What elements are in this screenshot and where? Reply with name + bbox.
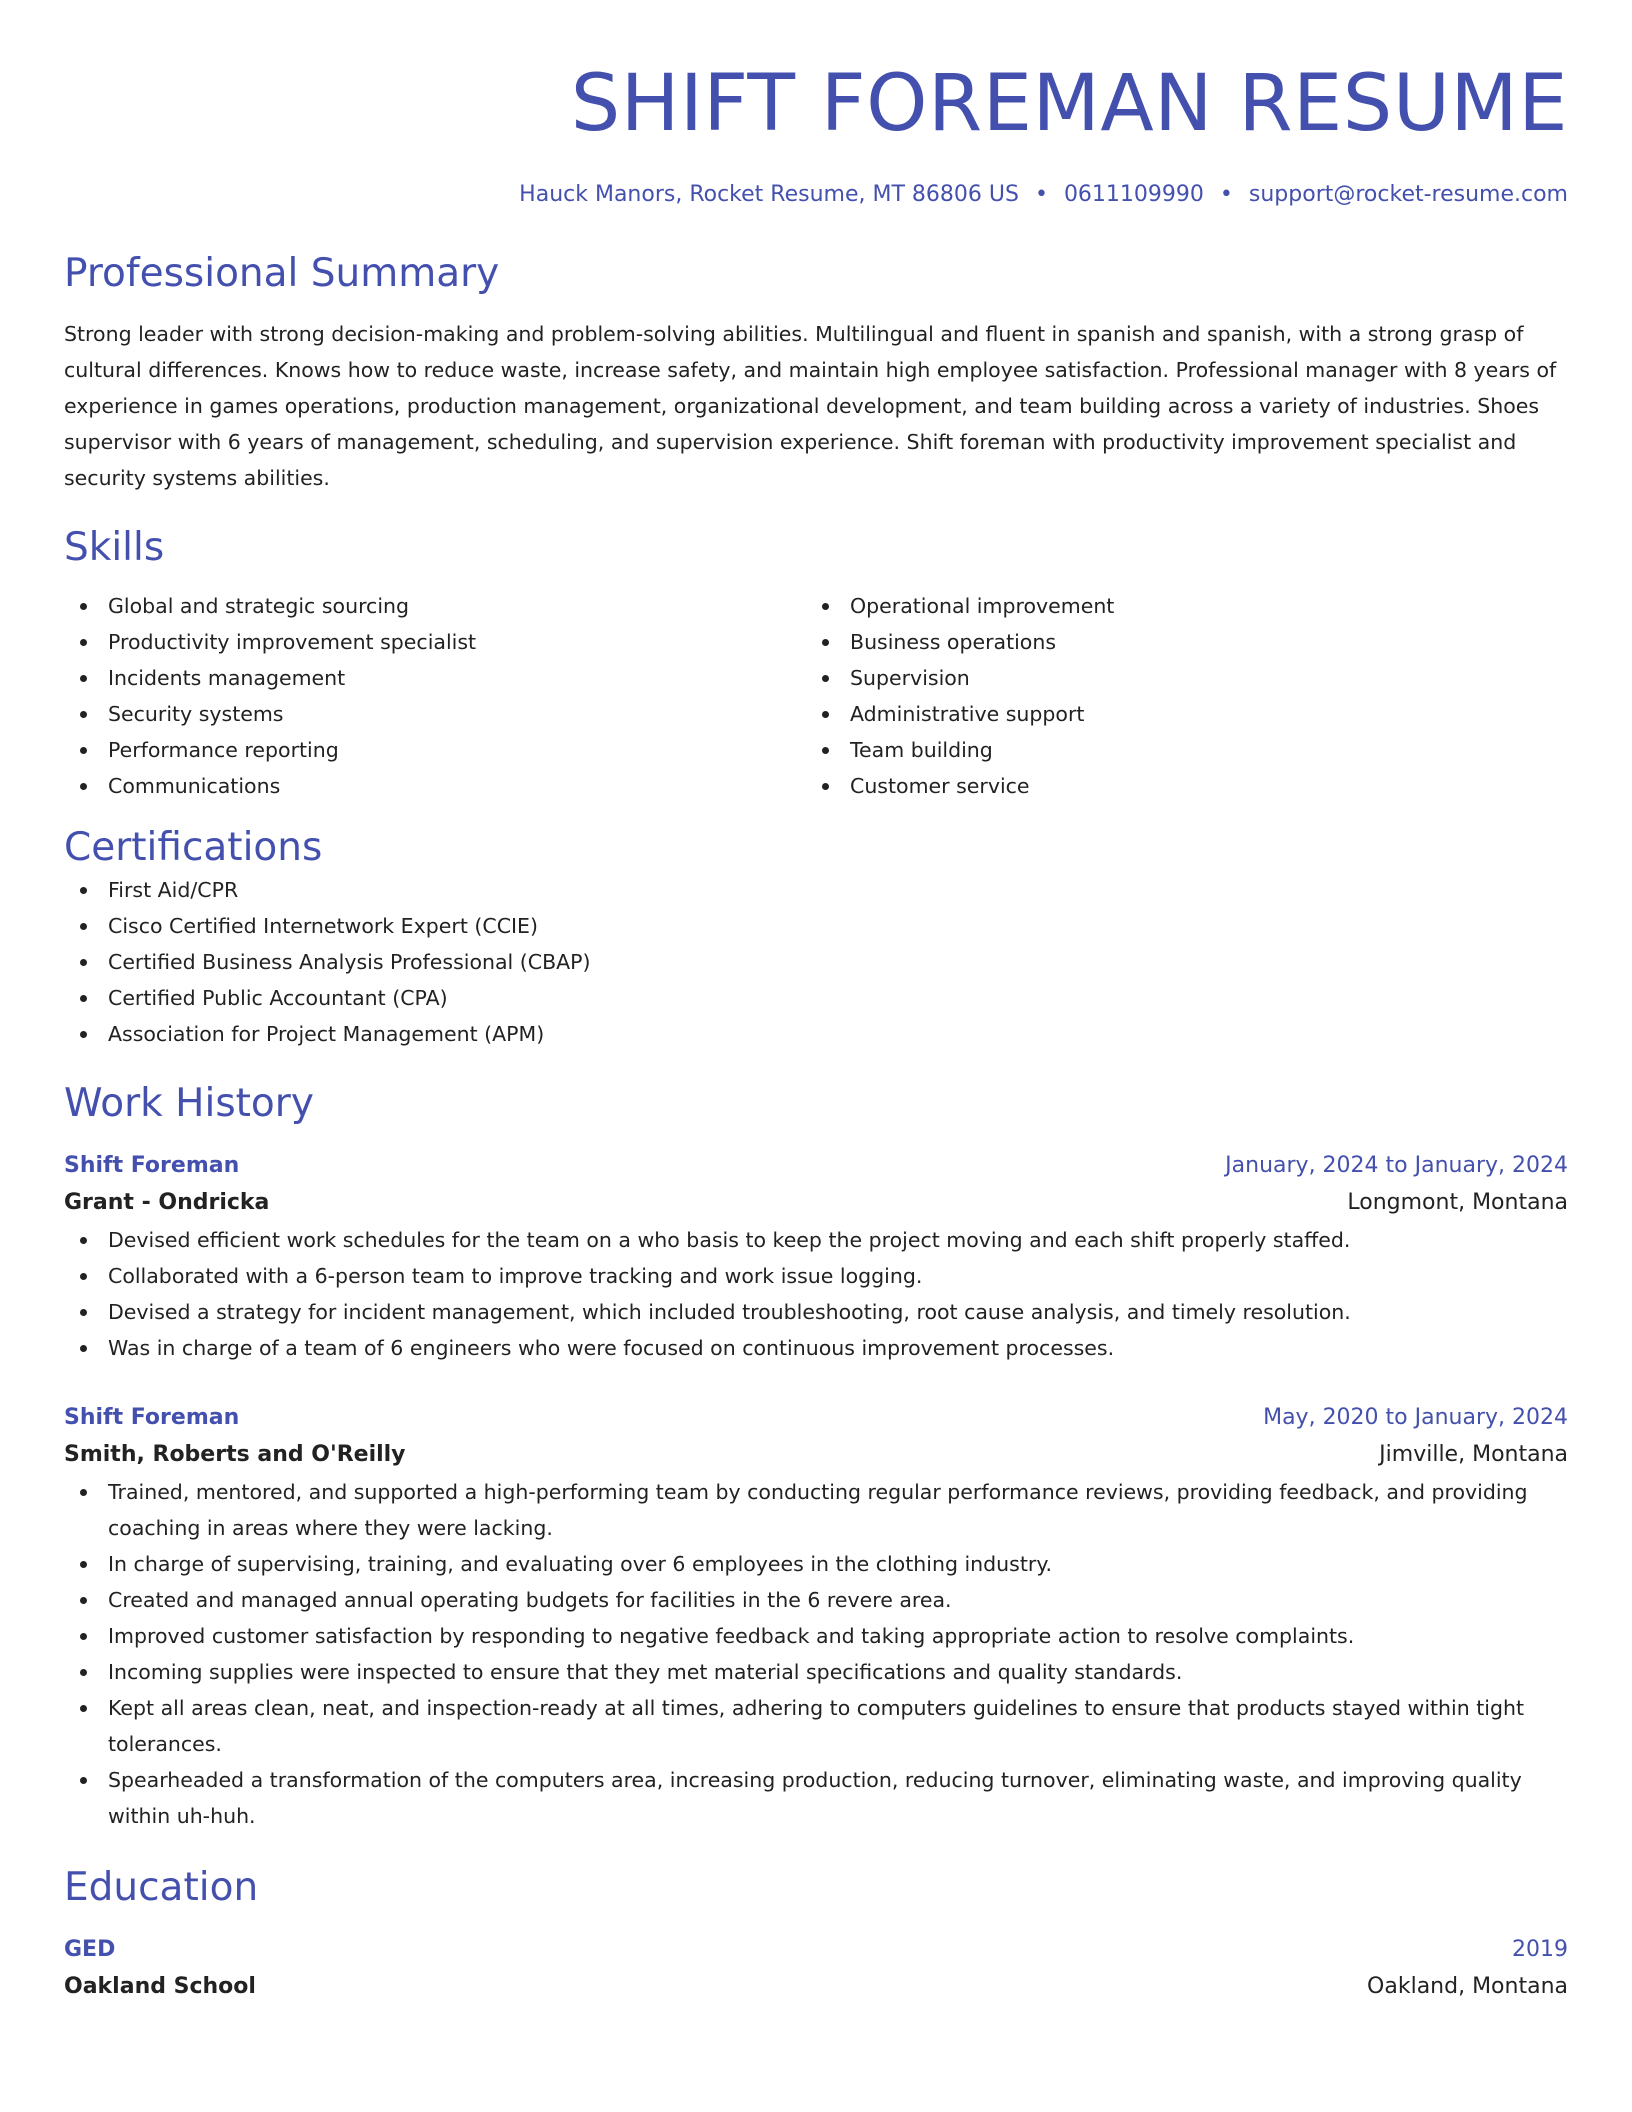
job-employer-row: [64, 1184, 1568, 1222]
education-header-row: [64, 1932, 1568, 1968]
job-dates: May, 2020 to January, 2024: [1263, 1405, 1568, 1430]
skill-item: Team building: [806, 732, 1548, 768]
job-employer: Grant - Ondricka: [64, 1190, 270, 1215]
job-title: Shift Foreman: [64, 1153, 240, 1178]
contact-address: Hauck Manors, Rocket Resume, MT 86806 US: [519, 182, 1019, 207]
education-degree: GED: [64, 1937, 116, 1962]
job-entry: [64, 1400, 1568, 1834]
job-bullet: Trained, mentored, and supported a high-performing team by conducting regular performance reviews, providing feedback, and providing coaching in areas where they were lacking.: [64, 1474, 1568, 1546]
skills-columns: [64, 588, 1568, 804]
certification-item: Certified Business Analysis Professional (CBAP): [64, 944, 1568, 980]
summary-text: Strong leader with strong decision-making and problem-solving abilities. Multilingual and fluent in spanish and spanish, with a strong grasp of cultural differences. Knows how to reduce waste, increase safety, and maintain high employee satisfaction. Professional manager with 8 years of experience in games operations, production management, organizational development, and team building across a variety of industries. Shoes supervisor with 6 years of management, scheduling, and supervision experience. Shift foreman with productivity improvement specialist and security systems abilities.: [64, 322, 1557, 490]
job-bullet: Kept all areas clean, neat, and inspection-ready at all times, adhering to computers guidelines to ensure that products stayed within tight tolerances.: [64, 1690, 1568, 1762]
job-entry: [64, 1148, 1568, 1366]
skills-list-right: [806, 588, 1548, 804]
job-bullets: [64, 1222, 1568, 1366]
certification-item: First Aid/CPR: [64, 872, 1568, 908]
section-heading-summary: Professional Summary: [64, 251, 500, 296]
section-heading-skills: Skills: [64, 525, 165, 570]
contact-phone[interactable]: 0611109990: [1063, 182, 1204, 207]
job-header-row: [64, 1400, 1568, 1436]
job-bullet: Devised a strategy for incident management, which included troubleshooting, root cause analysis, and timely resolution.: [64, 1294, 1568, 1330]
job-bullet: Was in charge of a team of 6 engineers who were focused on continuous improvement processes.: [64, 1330, 1568, 1366]
job-bullet: Created and managed annual operating budgets for facilities in the 6 revere area.: [64, 1582, 1568, 1618]
skill-item: Business operations: [806, 624, 1548, 660]
job-employer: Smith, Roberts and O'Reilly: [64, 1442, 406, 1467]
job-bullets: [64, 1474, 1568, 1834]
job-location: Jimville, Montana: [1379, 1442, 1568, 1467]
skill-item: Security systems: [64, 696, 806, 732]
contact-separator: •: [1034, 182, 1048, 207]
job-header-row: [64, 1148, 1568, 1184]
job-bullet: Improved customer satisfaction by responding to negative feedback and taking appropriate action to resolve complaints.: [64, 1618, 1568, 1654]
education-year: 2019: [1512, 1937, 1568, 1962]
certifications-list: [64, 872, 1568, 1052]
skill-item: Operational improvement: [806, 588, 1548, 624]
contact-separator: •: [1219, 182, 1233, 207]
contact-line: [64, 180, 1568, 210]
certification-item: Certified Public Accountant (CPA): [64, 980, 1568, 1016]
section-heading-certifications: Certifications: [64, 825, 323, 870]
skill-item: Administrative support: [806, 696, 1548, 732]
job-title: Shift Foreman: [64, 1405, 240, 1430]
skill-item: Incidents management: [64, 660, 806, 696]
job-employer-row: [64, 1436, 1568, 1474]
certification-item: Cisco Certified Internetwork Expert (CCIE): [64, 908, 1568, 944]
section-heading-work-history: Work History: [64, 1081, 314, 1126]
education-location: Oakland, Montana: [1367, 1974, 1568, 1999]
job-bullet: Devised efficient work schedules for the team on a who basis to keep the project moving and each shift properly staffed.: [64, 1222, 1568, 1258]
job-bullet: In charge of supervising, training, and evaluating over 6 employees in the clothing industry.: [64, 1546, 1568, 1582]
education-entry: [64, 1932, 1568, 2006]
education-school: Oakland School: [64, 1974, 256, 1999]
skills-list-left: [64, 588, 806, 804]
skill-item: Global and strategic sourcing: [64, 588, 806, 624]
skill-item: Productivity improvement specialist: [64, 624, 806, 660]
skill-item: Customer service: [806, 768, 1548, 804]
job-dates: January, 2024 to January, 2024: [1225, 1153, 1568, 1178]
resume-title: SHIFT FOREMAN RESUME: [570, 59, 1568, 149]
job-bullet: Incoming supplies were inspected to ensure that they met material specifications and quality standards.: [64, 1654, 1568, 1690]
job-bullet: Spearheaded a transformation of the computers area, increasing production, reducing turnover, eliminating waste, and improving quality within uh-huh.: [64, 1762, 1568, 1834]
education-school-row: [64, 1968, 1568, 2006]
skill-item: Performance reporting: [64, 732, 806, 768]
contact-email[interactable]: support@rocket-resume.com: [1248, 182, 1568, 207]
certification-item: Association for Project Management (APM): [64, 1016, 1568, 1052]
section-heading-education: Education: [64, 1865, 259, 1910]
skill-item: Supervision: [806, 660, 1548, 696]
job-bullet: Collaborated with a 6-person team to improve tracking and work issue logging.: [64, 1258, 1568, 1294]
job-location: Longmont, Montana: [1347, 1190, 1568, 1215]
skill-item: Communications: [64, 768, 806, 804]
